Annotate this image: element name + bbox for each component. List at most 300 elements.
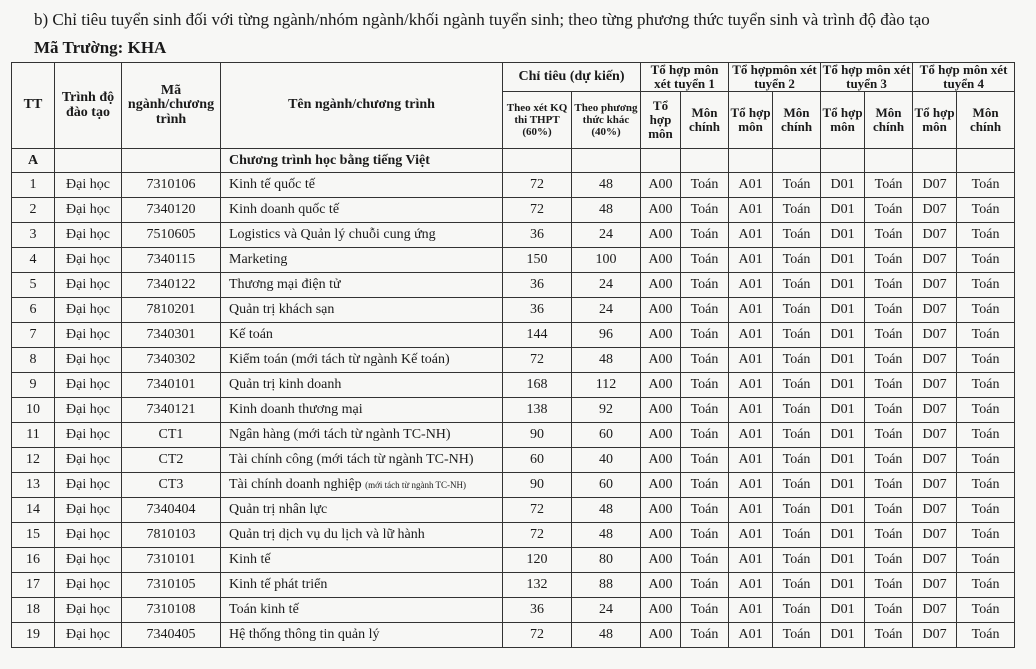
cell-combo-4: D07 xyxy=(913,373,957,398)
program-name: Kinh tế quốc tế xyxy=(229,177,315,193)
cell-quota-thpt: 138 xyxy=(503,398,572,423)
table-row xyxy=(12,598,1015,623)
cell-name xyxy=(221,223,503,248)
cell-combo-3: D01 xyxy=(821,623,865,648)
header-combo-3: Tổ hợp môn xét tuyển 3 xyxy=(821,63,913,92)
cell-combo-2: A01 xyxy=(729,323,773,348)
table-row xyxy=(12,198,1015,223)
cell-name xyxy=(221,173,503,198)
header-combo-2: Tổ hợpmôn xét tuyển 2 xyxy=(729,63,821,92)
cell-combo-2: A01 xyxy=(729,173,773,198)
header-combo-sub: Tổ hợp môn xyxy=(821,92,865,149)
cell-name xyxy=(221,598,503,623)
cell-code: 7340405 xyxy=(122,623,221,648)
cell-combo-3: D01 xyxy=(821,373,865,398)
cell-main-subject-4: Toán xyxy=(957,398,1015,423)
program-name: Kinh tế phát triển xyxy=(229,577,328,593)
cell-main-subject-1: Toán xyxy=(681,623,729,648)
cell-name xyxy=(221,248,503,273)
cell-quota-other: 48 xyxy=(572,198,641,223)
cell-code: CT1 xyxy=(122,423,221,448)
header-combo-4: Tổ hợp môn xét tuyển 4 xyxy=(913,63,1015,92)
cell-combo-3: D01 xyxy=(821,498,865,523)
cell-main-subject-2: Toán xyxy=(773,448,821,473)
table-row xyxy=(12,473,1015,498)
cell-combo-4: D07 xyxy=(913,298,957,323)
cell-name xyxy=(221,273,503,298)
cell-main-subject-2: Toán xyxy=(773,598,821,623)
cell-main-subject-2: Toán xyxy=(773,348,821,373)
cell-main-subject-1: Toán xyxy=(681,248,729,273)
cell-quota-thpt: 144 xyxy=(503,323,572,348)
cell-quota-thpt: 36 xyxy=(503,223,572,248)
cell-main-subject-3: Toán xyxy=(865,598,913,623)
cell-quota-thpt: 90 xyxy=(503,423,572,448)
cell-name xyxy=(221,398,503,423)
cell-name xyxy=(221,498,503,523)
cell-level: Đại học xyxy=(55,373,122,398)
cell-combo-1: A00 xyxy=(641,498,681,523)
cell-main-subject-1: Toán xyxy=(681,473,729,498)
cell-code: 7810201 xyxy=(122,298,221,323)
document-heading: b) Chỉ tiêu tuyển sinh đối với từng ngành/nhóm ngành/khối ngành tuyển sinh; theo từng phương thức tuyển sinh và trình độ đào tạo xyxy=(34,10,930,29)
cell-quota-other: 80 xyxy=(572,548,641,573)
cell-code: 7310101 xyxy=(122,548,221,573)
cell-code: 7310105 xyxy=(122,573,221,598)
cell-main-subject-1: Toán xyxy=(681,298,729,323)
cell-combo-2: A01 xyxy=(729,448,773,473)
empty-cell xyxy=(122,149,221,173)
header-combo-sub: Tổ hợp môn xyxy=(729,92,773,149)
cell-main-subject-2: Toán xyxy=(773,473,821,498)
empty-cell xyxy=(641,149,681,173)
section-row xyxy=(12,149,1015,173)
cell-main-subject-3: Toán xyxy=(865,223,913,248)
cell-main-subject-1: Toán xyxy=(681,223,729,248)
header-combo-sub: Tổ hợp môn xyxy=(913,92,957,149)
cell-combo-3: D01 xyxy=(821,173,865,198)
cell-combo-1: A00 xyxy=(641,573,681,598)
cell-main-subject-1: Toán xyxy=(681,273,729,298)
cell-level: Đại học xyxy=(55,498,122,523)
cell-quota-other: 100 xyxy=(572,248,641,273)
cell-tt: 18 xyxy=(12,598,55,623)
cell-combo-4: D07 xyxy=(913,348,957,373)
cell-quota-other: 24 xyxy=(572,298,641,323)
cell-main-subject-2: Toán xyxy=(773,223,821,248)
cell-main-subject-4: Toán xyxy=(957,223,1015,248)
program-name: Kinh tế xyxy=(229,552,271,568)
cell-combo-2: A01 xyxy=(729,473,773,498)
program-name: Thương mại điện tử xyxy=(229,277,341,293)
cell-code: 7340404 xyxy=(122,498,221,523)
header-main-subject: Môn chính xyxy=(681,92,729,149)
cell-main-subject-2: Toán xyxy=(773,323,821,348)
cell-combo-4: D07 xyxy=(913,598,957,623)
cell-main-subject-3: Toán xyxy=(865,273,913,298)
cell-combo-1: A00 xyxy=(641,398,681,423)
table-row xyxy=(12,323,1015,348)
cell-combo-3: D01 xyxy=(821,423,865,448)
cell-quota-thpt: 72 xyxy=(503,623,572,648)
cell-main-subject-4: Toán xyxy=(957,323,1015,348)
program-note: (mới tách từ ngành TC-NH) xyxy=(365,480,467,491)
cell-combo-1: A00 xyxy=(641,523,681,548)
cell-combo-1: A00 xyxy=(641,348,681,373)
empty-cell xyxy=(681,149,729,173)
cell-main-subject-1: Toán xyxy=(681,423,729,448)
cell-combo-3: D01 xyxy=(821,398,865,423)
section-name: Chương trình học bằng tiếng Việt xyxy=(221,149,503,173)
cell-main-subject-2: Toán xyxy=(773,248,821,273)
cell-main-subject-4: Toán xyxy=(957,248,1015,273)
header-name: Tên ngành/chương trình xyxy=(221,63,503,149)
cell-quota-thpt: 120 xyxy=(503,548,572,573)
cell-combo-4: D07 xyxy=(913,473,957,498)
header-combo-1: Tổ hợp môn xét tuyển 1 xyxy=(641,63,729,92)
cell-main-subject-2: Toán xyxy=(773,198,821,223)
cell-main-subject-4: Toán xyxy=(957,423,1015,448)
cell-combo-4: D07 xyxy=(913,498,957,523)
program-name: Quản trị khách sạn xyxy=(229,302,335,318)
cell-main-subject-1: Toán xyxy=(681,173,729,198)
cell-combo-3: D01 xyxy=(821,248,865,273)
cell-level: Đại học xyxy=(55,348,122,373)
cell-main-subject-3: Toán xyxy=(865,573,913,598)
cell-main-subject-3: Toán xyxy=(865,298,913,323)
cell-combo-1: A00 xyxy=(641,423,681,448)
cell-tt: 12 xyxy=(12,448,55,473)
table-header xyxy=(12,63,1015,149)
cell-code: 7340302 xyxy=(122,348,221,373)
cell-tt: 3 xyxy=(12,223,55,248)
cell-level: Đại học xyxy=(55,448,122,473)
cell-combo-2: A01 xyxy=(729,298,773,323)
cell-quota-thpt: 72 xyxy=(503,523,572,548)
header-main-subject: Môn chính xyxy=(773,92,821,149)
header-quota-thpt: Theo xét KQ thi THPT (60%) xyxy=(503,92,572,149)
table-row xyxy=(12,398,1015,423)
cell-name xyxy=(221,423,503,448)
cell-quota-thpt: 90 xyxy=(503,473,572,498)
cell-level: Đại học xyxy=(55,298,122,323)
cell-combo-4: D07 xyxy=(913,323,957,348)
header-combo-sub: Tổ hợp môn xyxy=(641,92,681,149)
cell-code: 7340121 xyxy=(122,398,221,423)
cell-tt: 2 xyxy=(12,198,55,223)
header-code: Mã ngành/chương trình xyxy=(122,63,221,149)
cell-combo-4: D07 xyxy=(913,548,957,573)
cell-combo-1: A00 xyxy=(641,323,681,348)
cell-level: Đại học xyxy=(55,548,122,573)
cell-combo-3: D01 xyxy=(821,223,865,248)
cell-tt: 10 xyxy=(12,398,55,423)
cell-main-subject-3: Toán xyxy=(865,373,913,398)
cell-main-subject-1: Toán xyxy=(681,548,729,573)
empty-cell xyxy=(572,149,641,173)
cell-main-subject-3: Toán xyxy=(865,173,913,198)
cell-name xyxy=(221,298,503,323)
cell-main-subject-1: Toán xyxy=(681,448,729,473)
cell-quota-thpt: 168 xyxy=(503,373,572,398)
cell-code: 7340120 xyxy=(122,198,221,223)
cell-level: Đại học xyxy=(55,623,122,648)
cell-main-subject-2: Toán xyxy=(773,373,821,398)
cell-main-subject-4: Toán xyxy=(957,573,1015,598)
cell-combo-3: D01 xyxy=(821,473,865,498)
cell-combo-1: A00 xyxy=(641,598,681,623)
cell-level: Đại học xyxy=(55,523,122,548)
empty-cell xyxy=(957,149,1015,173)
cell-tt: 6 xyxy=(12,298,55,323)
header-main-subject: Môn chính xyxy=(865,92,913,149)
cell-main-subject-1: Toán xyxy=(681,598,729,623)
table-row xyxy=(12,523,1015,548)
cell-code: CT3 xyxy=(122,473,221,498)
cell-main-subject-1: Toán xyxy=(681,398,729,423)
table-row xyxy=(12,548,1015,573)
cell-main-subject-1: Toán xyxy=(681,523,729,548)
cell-quota-thpt: 72 xyxy=(503,348,572,373)
cell-code: 7310108 xyxy=(122,598,221,623)
cell-quota-other: 112 xyxy=(572,373,641,398)
program-name: Marketing xyxy=(229,252,288,268)
program-name: Kinh doanh thương mại xyxy=(229,402,363,418)
cell-quota-thpt: 36 xyxy=(503,598,572,623)
cell-combo-1: A00 xyxy=(641,223,681,248)
cell-main-subject-4: Toán xyxy=(957,548,1015,573)
table-row xyxy=(12,348,1015,373)
cell-main-subject-3: Toán xyxy=(865,473,913,498)
cell-main-subject-4: Toán xyxy=(957,373,1015,398)
cell-combo-2: A01 xyxy=(729,398,773,423)
cell-main-subject-3: Toán xyxy=(865,348,913,373)
cell-quota-other: 48 xyxy=(572,498,641,523)
cell-combo-4: D07 xyxy=(913,423,957,448)
cell-level: Đại học xyxy=(55,248,122,273)
cell-quota-thpt: 72 xyxy=(503,498,572,523)
cell-level: Đại học xyxy=(55,423,122,448)
cell-combo-1: A00 xyxy=(641,548,681,573)
cell-combo-4: D07 xyxy=(913,223,957,248)
cell-main-subject-2: Toán xyxy=(773,173,821,198)
cell-quota-thpt: 72 xyxy=(503,198,572,223)
program-name: Toán kinh tế xyxy=(229,602,299,618)
cell-name xyxy=(221,323,503,348)
cell-quota-other: 24 xyxy=(572,273,641,298)
table-row xyxy=(12,273,1015,298)
cell-quota-thpt: 36 xyxy=(503,273,572,298)
cell-code: 7340115 xyxy=(122,248,221,273)
cell-main-subject-2: Toán xyxy=(773,423,821,448)
cell-level: Đại học xyxy=(55,323,122,348)
cell-code: 7340301 xyxy=(122,323,221,348)
cell-main-subject-4: Toán xyxy=(957,273,1015,298)
cell-quota-other: 48 xyxy=(572,623,641,648)
program-name: Ngân hàng (mới tách từ ngành TC-NH) xyxy=(229,427,451,443)
cell-quota-other: 48 xyxy=(572,348,641,373)
cell-main-subject-3: Toán xyxy=(865,498,913,523)
header-tt: TT xyxy=(12,63,55,149)
section-tt: A xyxy=(12,149,55,173)
cell-tt: 19 xyxy=(12,623,55,648)
cell-main-subject-3: Toán xyxy=(865,423,913,448)
header-quota: Chỉ tiêu (dự kiến) xyxy=(503,63,641,92)
program-name: Quản trị nhân lực xyxy=(229,502,328,518)
cell-main-subject-4: Toán xyxy=(957,598,1015,623)
cell-combo-3: D01 xyxy=(821,323,865,348)
cell-combo-3: D01 xyxy=(821,298,865,323)
cell-main-subject-1: Toán xyxy=(681,323,729,348)
cell-level: Đại học xyxy=(55,273,122,298)
cell-main-subject-2: Toán xyxy=(773,548,821,573)
cell-combo-2: A01 xyxy=(729,348,773,373)
cell-combo-2: A01 xyxy=(729,548,773,573)
cell-main-subject-3: Toán xyxy=(865,248,913,273)
cell-combo-3: D01 xyxy=(821,573,865,598)
cell-combo-1: A00 xyxy=(641,273,681,298)
program-name: Hệ thống thông tin quản lý xyxy=(229,627,380,643)
cell-main-subject-4: Toán xyxy=(957,173,1015,198)
cell-main-subject-4: Toán xyxy=(957,623,1015,648)
header-main-subject: Môn chính xyxy=(957,92,1015,149)
cell-combo-1: A00 xyxy=(641,373,681,398)
cell-main-subject-4: Toán xyxy=(957,473,1015,498)
cell-quota-thpt: 36 xyxy=(503,298,572,323)
cell-name xyxy=(221,198,503,223)
cell-main-subject-2: Toán xyxy=(773,273,821,298)
header-quota-other: Theo phương thức khác (40%) xyxy=(572,92,641,149)
program-name: Tài chính công (mới tách từ ngành TC-NH) xyxy=(229,452,474,468)
school-code: Mã Trường: KHA xyxy=(34,38,167,57)
cell-level: Đại học xyxy=(55,598,122,623)
cell-quota-thpt: 150 xyxy=(503,248,572,273)
cell-combo-2: A01 xyxy=(729,373,773,398)
cell-combo-4: D07 xyxy=(913,573,957,598)
table-row xyxy=(12,623,1015,648)
cell-name xyxy=(221,548,503,573)
empty-cell xyxy=(913,149,957,173)
cell-combo-2: A01 xyxy=(729,248,773,273)
cell-code: 7510605 xyxy=(122,223,221,248)
cell-main-subject-4: Toán xyxy=(957,448,1015,473)
program-name: Logistics và Quản lý chuỗi cung ứng xyxy=(229,227,436,243)
cell-quota-thpt: 72 xyxy=(503,173,572,198)
cell-main-subject-4: Toán xyxy=(957,198,1015,223)
cell-name xyxy=(221,348,503,373)
cell-tt: 17 xyxy=(12,573,55,598)
cell-combo-4: D07 xyxy=(913,523,957,548)
cell-quota-other: 24 xyxy=(572,598,641,623)
cell-combo-4: D07 xyxy=(913,273,957,298)
cell-combo-1: A00 xyxy=(641,198,681,223)
cell-name xyxy=(221,623,503,648)
cell-combo-4: D07 xyxy=(913,248,957,273)
cell-combo-3: D01 xyxy=(821,523,865,548)
cell-combo-4: D07 xyxy=(913,198,957,223)
cell-quota-thpt: 60 xyxy=(503,448,572,473)
cell-tt: 11 xyxy=(12,423,55,448)
cell-quota-other: 96 xyxy=(572,323,641,348)
cell-combo-1: A00 xyxy=(641,448,681,473)
cell-tt: 5 xyxy=(12,273,55,298)
program-name: Kiểm toán (mới tách từ ngành Kế toán) xyxy=(229,352,450,368)
cell-main-subject-2: Toán xyxy=(773,573,821,598)
cell-combo-3: D01 xyxy=(821,198,865,223)
cell-code: CT2 xyxy=(122,448,221,473)
cell-name xyxy=(221,573,503,598)
cell-code: 7810103 xyxy=(122,523,221,548)
cell-level: Đại học xyxy=(55,473,122,498)
cell-quota-other: 92 xyxy=(572,398,641,423)
cell-main-subject-3: Toán xyxy=(865,523,913,548)
table-row xyxy=(12,173,1015,198)
cell-combo-1: A00 xyxy=(641,173,681,198)
cell-main-subject-4: Toán xyxy=(957,498,1015,523)
cell-tt: 15 xyxy=(12,523,55,548)
cell-combo-1: A00 xyxy=(641,473,681,498)
admission-quota-table xyxy=(11,62,1015,648)
cell-combo-3: D01 xyxy=(821,598,865,623)
cell-combo-4: D07 xyxy=(913,623,957,648)
header-level: Trình độ đào tạo xyxy=(55,63,122,149)
cell-quota-other: 60 xyxy=(572,473,641,498)
program-name: Kế toán xyxy=(229,327,273,343)
cell-level: Đại học xyxy=(55,573,122,598)
cell-combo-2: A01 xyxy=(729,498,773,523)
cell-tt: 13 xyxy=(12,473,55,498)
cell-tt: 8 xyxy=(12,348,55,373)
table-row xyxy=(12,373,1015,398)
cell-name xyxy=(221,473,503,498)
cell-name xyxy=(221,373,503,398)
cell-combo-2: A01 xyxy=(729,598,773,623)
program-name: Kinh doanh quốc tế xyxy=(229,202,340,218)
cell-main-subject-3: Toán xyxy=(865,548,913,573)
cell-main-subject-3: Toán xyxy=(865,398,913,423)
empty-cell xyxy=(729,149,773,173)
cell-combo-3: D01 xyxy=(821,548,865,573)
cell-combo-2: A01 xyxy=(729,523,773,548)
table-row xyxy=(12,248,1015,273)
cell-level: Đại học xyxy=(55,173,122,198)
cell-level: Đại học xyxy=(55,198,122,223)
cell-code: 7340122 xyxy=(122,273,221,298)
cell-level: Đại học xyxy=(55,223,122,248)
cell-code: 7310106 xyxy=(122,173,221,198)
cell-code: 7340101 xyxy=(122,373,221,398)
cell-tt: 16 xyxy=(12,548,55,573)
cell-name xyxy=(221,523,503,548)
cell-combo-1: A00 xyxy=(641,623,681,648)
cell-main-subject-3: Toán xyxy=(865,198,913,223)
cell-main-subject-1: Toán xyxy=(681,498,729,523)
cell-combo-2: A01 xyxy=(729,423,773,448)
cell-quota-other: 40 xyxy=(572,448,641,473)
cell-quota-other: 48 xyxy=(572,523,641,548)
empty-cell xyxy=(821,149,865,173)
cell-tt: 7 xyxy=(12,323,55,348)
cell-combo-2: A01 xyxy=(729,623,773,648)
empty-cell xyxy=(865,149,913,173)
empty-cell xyxy=(773,149,821,173)
cell-main-subject-2: Toán xyxy=(773,623,821,648)
cell-main-subject-3: Toán xyxy=(865,448,913,473)
cell-combo-3: D01 xyxy=(821,448,865,473)
table-row xyxy=(12,448,1015,473)
cell-main-subject-4: Toán xyxy=(957,348,1015,373)
cell-combo-1: A00 xyxy=(641,248,681,273)
